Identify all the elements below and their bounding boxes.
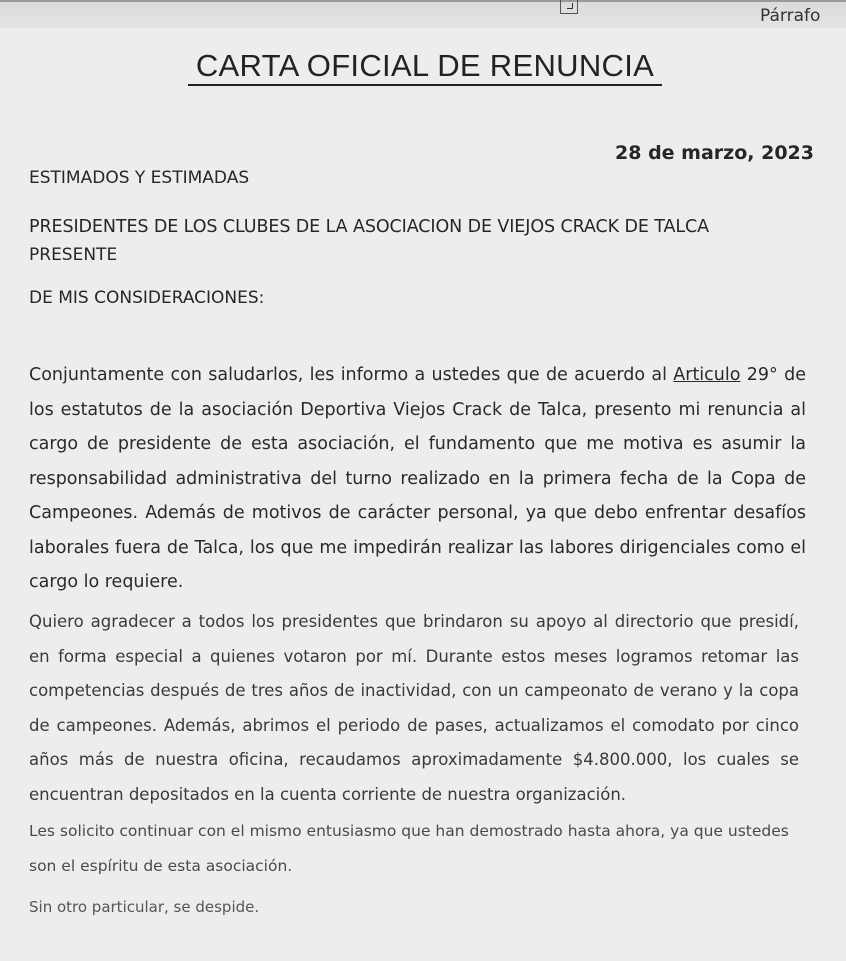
paragraph-settings-launcher-icon[interactable] xyxy=(560,0,578,14)
salutation-line: DE MIS CONSIDERACIONES: xyxy=(29,288,265,308)
articulo-link[interactable]: Articulo xyxy=(673,365,741,385)
letter-title: CARTA OFICIAL DE RENUNCIA xyxy=(188,48,662,86)
ribbon-divider xyxy=(0,0,846,2)
salutation-line: PRESIDENTES DE LOS CLUBES DE LA ASOCIACION DE VIEJOS CRACK DE TALCA xyxy=(29,217,709,237)
paragraph-3: Les solicito continuar con el mismo entusiasmo que han demostrado hasta ahora, ya que ustedes son el espíritu de esta asociación. xyxy=(29,822,789,875)
salutation-line: PRESENTE xyxy=(29,245,118,265)
closing-line: Sin otro particular, se despide. xyxy=(29,898,260,916)
paragraph-2: Quiero agradecer a todos los presidentes que brindaron su apoyo al directorio que presidí, en forma especial a quienes votaron por mí. Durante estos meses logramos retomar las competencias después de tres años de inactividad, con un campeonato de verano y la copa de campeones. Además, abrimos el periodo de pases, actualizamos el comodato por cinco años más de nuestra oficina, recaudamos aproximadamente $4.800.000, los cuales se encuentran depositados en la cuenta corriente de nuestra organización. xyxy=(29,612,799,804)
paragraph-1 xyxy=(29,358,806,600)
paragraph-1-start: Conjuntamente con saludarlos, les informo a ustedes que de acuerdo al xyxy=(29,365,674,385)
paragraph-1-rest: 29° de los estatutos de la asociación Deportiva Viejos Crack de Talca, presento mi renuncia al cargo de presidente de esta asociación, el fundamento que me motiva es asumir la responsabilidad administrativa del turno realizado en la primera fecha de la Copa de Campeones. Además de motivos de carácter personal, ya que debo enfrentar desafíos laborales fuera de Talca, los que me impedirán realizar las labores dirigenciales como el cargo lo requiere. xyxy=(29,365,806,592)
paragraph-group-label: Párrafo xyxy=(760,6,821,26)
salutation-line: ESTIMADOS Y ESTIMADAS xyxy=(29,168,250,188)
document-page[interactable] xyxy=(0,28,846,961)
letter-date: 28 de marzo, 2023 xyxy=(615,142,814,164)
